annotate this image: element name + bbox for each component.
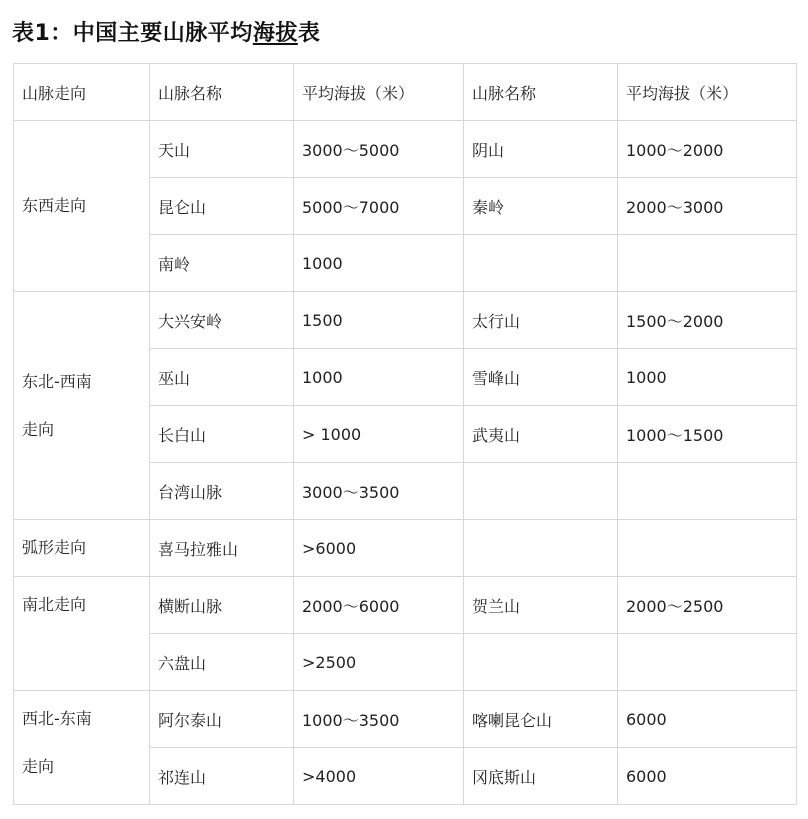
elevation-cell xyxy=(618,463,797,520)
elevation-cell: 3000～3500 xyxy=(294,463,464,520)
mountain-name-cell: 大兴安岭 xyxy=(150,292,294,349)
direction-line-1: 西北-东南 xyxy=(22,709,92,728)
elevation-cell xyxy=(618,235,797,292)
mountain-name-cell xyxy=(464,235,618,292)
elevation-cell: 2000～3000 xyxy=(618,178,797,235)
elevation-cell: 1000～3500 xyxy=(294,691,464,748)
elevation-cell: >2500 xyxy=(294,634,464,691)
elevation-cell: > 1000 xyxy=(294,406,464,463)
direction-cell-arc: 弧形走向 xyxy=(14,520,150,577)
direction-cell-east-west: 东西走向 xyxy=(14,121,150,292)
mountain-name-cell xyxy=(464,463,618,520)
mountain-name-cell: 六盘山 xyxy=(150,634,294,691)
elevation-cell: 2000～2500 xyxy=(618,577,797,634)
mountain-name-cell: 天山 xyxy=(150,121,294,178)
mountain-name-cell: 台湾山脉 xyxy=(150,463,294,520)
mountain-name-cell xyxy=(464,520,618,577)
mountain-name-cell: 喀喇昆仑山 xyxy=(464,691,618,748)
header-cell-name-2: 山脉名称 xyxy=(464,64,618,121)
elevation-cell: 2000～6000 xyxy=(294,577,464,634)
elevation-cell: 1500～2000 xyxy=(618,292,797,349)
direction-line-2: 走向 xyxy=(22,419,55,439)
elevation-cell: 1500 xyxy=(294,292,464,349)
direction-cell-northwest-southeast xyxy=(14,691,150,805)
elevation-cell xyxy=(618,634,797,691)
mountain-name-cell: 巫山 xyxy=(150,349,294,406)
mountain-name-cell: 贺兰山 xyxy=(464,577,618,634)
table-row xyxy=(14,691,797,748)
elevation-cell: >6000 xyxy=(294,520,464,577)
table-row xyxy=(14,292,797,349)
elevation-cell: 1000 xyxy=(294,235,464,292)
mountain-name-cell: 祁连山 xyxy=(150,748,294,805)
mountain-name-cell: 武夷山 xyxy=(464,406,618,463)
mountain-name-cell: 阴山 xyxy=(464,121,618,178)
elevation-cell: 1000～1500 xyxy=(618,406,797,463)
elevation-cell: >4000 xyxy=(294,748,464,805)
elevation-cell: 1000 xyxy=(618,349,797,406)
mountain-name-cell: 长白山 xyxy=(150,406,294,463)
table-row xyxy=(14,121,797,178)
mountain-name-cell: 喜马拉雅山 xyxy=(150,520,294,577)
header-cell-name: 山脉名称 xyxy=(150,64,294,121)
table-header-row xyxy=(14,64,797,121)
direction-line-2: 走向 xyxy=(22,757,55,776)
title-suffix: 表 xyxy=(297,21,321,46)
title-prefix: 表1：中国主要山脉平均 xyxy=(12,21,253,46)
direction-line-1: 东北-西南 xyxy=(22,371,92,391)
mountain-name-cell: 秦岭 xyxy=(464,178,618,235)
header-cell-direction: 山脉走向 xyxy=(14,64,150,121)
elevation-cell: 5000～7000 xyxy=(294,178,464,235)
elevation-cell xyxy=(618,520,797,577)
elevation-cell: 6000 xyxy=(618,748,797,805)
mountain-name-cell: 阿尔泰山 xyxy=(150,691,294,748)
elevation-cell: 3000～5000 xyxy=(294,121,464,178)
elevation-cell: 1000～2000 xyxy=(618,121,797,178)
mountain-name-cell: 横断山脉 xyxy=(150,577,294,634)
mountain-name-cell: 雪峰山 xyxy=(464,349,618,406)
direction-cell-northeast-southwest xyxy=(14,292,150,520)
mountain-name-cell: 昆仑山 xyxy=(150,178,294,235)
elevation-cell: 1000 xyxy=(294,349,464,406)
mountain-elevation-table xyxy=(13,63,797,805)
page-title xyxy=(12,16,320,47)
elevation-cell: 6000 xyxy=(618,691,797,748)
mountain-name-cell xyxy=(464,634,618,691)
mountain-name-cell: 南岭 xyxy=(150,235,294,292)
title-underlined-word: 海拔 xyxy=(252,21,298,46)
direction-cell-north-south: 南北走向 xyxy=(14,577,150,691)
table-row xyxy=(14,577,797,634)
header-cell-elevation-2: 平均海拔（米） xyxy=(618,64,797,121)
mountain-name-cell: 冈底斯山 xyxy=(464,748,618,805)
table-row xyxy=(14,520,797,577)
mountain-name-cell: 太行山 xyxy=(464,292,618,349)
header-cell-elevation: 平均海拔（米） xyxy=(294,64,464,121)
